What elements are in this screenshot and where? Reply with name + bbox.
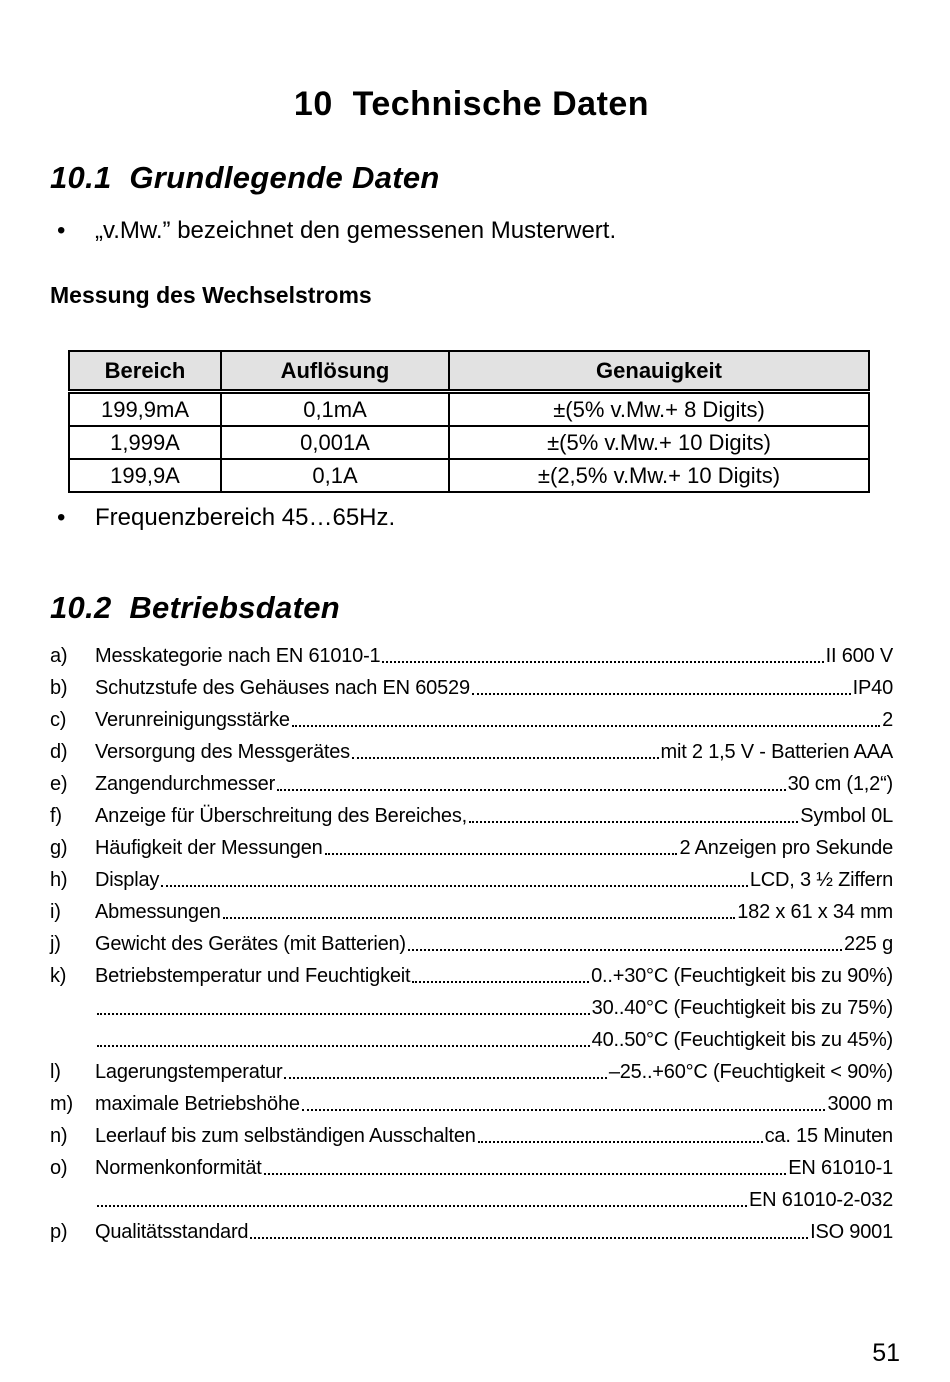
page-number: 51 xyxy=(872,1339,900,1367)
ac-measurement-heading: Messung des Wechselstroms xyxy=(50,282,372,308)
item-letter: l) xyxy=(50,1061,61,1083)
item-label: Anzeige für Überschreitung des Bereiches, xyxy=(95,805,468,827)
list-item-betriebshoehe xyxy=(50,1088,893,1120)
item-letter: o) xyxy=(50,1157,68,1179)
item-letter xyxy=(50,1184,95,1216)
dotted-leader xyxy=(97,1205,747,1207)
item-label: Verunreinigungsstärke xyxy=(95,709,290,731)
item-letter: g) xyxy=(50,837,68,859)
item-label: maximale Betriebshöhe xyxy=(95,1093,300,1115)
item-letter: e) xyxy=(50,773,68,795)
cell-aufloesung: 0,1mA xyxy=(221,392,449,427)
item-letter xyxy=(50,992,95,1024)
list-item-schutzstufe xyxy=(50,672,893,704)
item-value: ca. 15 Minuten xyxy=(764,1125,893,1147)
item-label: Schutzstufe des Gehäuses nach EN 60529 xyxy=(95,677,470,699)
cell-genauigkeit: ±(2,5% v.Mw.+ 10 Digits) xyxy=(449,459,869,492)
table-row xyxy=(69,392,869,427)
item-label: Leerlauf bis zum selbständigen Ausschalten xyxy=(95,1125,476,1147)
list-item-betriebstemperatur-cont xyxy=(50,1024,893,1056)
section-10-1-heading: 10.1 Grundlegende Daten xyxy=(50,160,440,195)
item-value: 0..+30°C (Feuchtigkeit bis zu 90%) xyxy=(591,965,893,987)
cell-genauigkeit: ±(5% v.Mw.+ 8 Digits) xyxy=(449,392,869,427)
item-letter: m) xyxy=(50,1093,73,1115)
bullet-icon: • xyxy=(57,504,66,531)
item-letter: b) xyxy=(50,677,68,699)
item-label: Zangendurchmesser xyxy=(95,773,276,795)
column-header-bereich: Bereich xyxy=(69,351,221,392)
item-letter: k) xyxy=(50,965,67,987)
item-letter: a) xyxy=(50,645,68,667)
item-value: IP40 xyxy=(852,677,893,699)
item-letter: i) xyxy=(50,901,61,923)
cell-aufloesung: 0,1A xyxy=(221,459,449,492)
item-value: EN 61010-1 xyxy=(788,1157,893,1179)
dotted-leader xyxy=(223,917,736,919)
list-item-messkategorie xyxy=(50,640,893,672)
dotted-leader xyxy=(302,1109,826,1111)
list-item-leerlauf xyxy=(50,1120,893,1152)
item-label: Gewicht des Gerätes (mit Batterien) xyxy=(95,933,406,955)
dotted-leader xyxy=(277,789,786,791)
table-row xyxy=(69,426,869,459)
dotted-leader xyxy=(97,1045,590,1047)
item-label: Abmessungen xyxy=(95,901,221,923)
item-letter: c) xyxy=(50,709,67,731)
dotted-leader xyxy=(97,1013,590,1015)
dotted-leader xyxy=(325,853,678,855)
item-letter: f) xyxy=(50,805,62,827)
item-value: EN 61010-2-032 xyxy=(749,1189,893,1211)
ac-measurement-table xyxy=(68,350,870,493)
list-item-verunreinigung xyxy=(50,704,893,736)
column-header-aufloesung: Auflösung xyxy=(221,351,449,392)
section-10-2-heading: 10.2 Betriebsdaten xyxy=(50,590,340,625)
dotted-leader xyxy=(472,693,851,695)
item-value: –25..+60°C (Feuchtigkeit < 90%) xyxy=(608,1061,893,1083)
list-item-versorgung xyxy=(50,736,893,768)
cell-bereich: 1,999A xyxy=(69,426,221,459)
item-letter: h) xyxy=(50,869,68,891)
item-value: 3000 m xyxy=(827,1093,893,1115)
item-label: Messkategorie nach EN 61010-1 xyxy=(95,645,381,667)
dotted-leader xyxy=(250,1237,808,1239)
cell-bereich: 199,9A xyxy=(69,459,221,492)
bullet-text-vmw: „v.Mw.” bezeichnet den gemessenen Musterwert. xyxy=(95,217,617,244)
list-item-abmessungen xyxy=(50,896,893,928)
dotted-leader xyxy=(264,1173,787,1175)
item-label: Display xyxy=(95,869,160,891)
dotted-leader xyxy=(412,981,589,983)
item-label: Qualitätsstandard xyxy=(95,1221,249,1243)
item-value: 30..40°C (Feuchtigkeit bis zu 75%) xyxy=(591,997,893,1019)
column-header-genauigkeit: Genauigkeit xyxy=(449,351,869,392)
list-item-display xyxy=(50,864,893,896)
table-header-row xyxy=(69,351,869,392)
cell-genauigkeit: ±(5% v.Mw.+ 10 Digits) xyxy=(449,426,869,459)
page-title: 10 Technische Daten xyxy=(293,85,650,123)
list-item-gewicht xyxy=(50,928,893,960)
table-row xyxy=(69,459,869,492)
list-item-betriebstemperatur-cont xyxy=(50,992,893,1024)
item-letter xyxy=(50,1024,95,1056)
item-value: 182 x 61 x 34 mm xyxy=(737,901,893,923)
list-item-betriebstemperatur xyxy=(50,960,893,992)
dotted-leader xyxy=(284,1077,606,1079)
item-value: Symbol 0L xyxy=(800,805,893,827)
item-letter: p) xyxy=(50,1221,68,1243)
item-value: mit 2 1,5 V - Batterien AAA xyxy=(660,741,893,763)
item-letter: n) xyxy=(50,1125,68,1147)
bullet-item-vmw xyxy=(50,216,893,246)
bullet-item-frequenzbereich xyxy=(50,503,893,533)
operating-data-list xyxy=(50,640,893,1248)
list-item-normenkonformitaet-cont xyxy=(50,1184,893,1216)
item-label: Normenkonformität xyxy=(95,1157,262,1179)
bullet-icon: • xyxy=(57,217,66,244)
item-label: Betriebstemperatur und Feuchtigkeit xyxy=(95,965,411,987)
list-item-normenkonformitaet xyxy=(50,1152,893,1184)
item-letter: j) xyxy=(50,933,61,955)
item-value: 2 Anzeigen pro Sekunde xyxy=(679,837,893,859)
dotted-leader xyxy=(382,661,823,663)
item-letter: d) xyxy=(50,741,68,763)
cell-bereich: 199,9mA xyxy=(69,392,221,427)
dotted-leader xyxy=(408,949,842,951)
dotted-leader xyxy=(292,725,880,727)
item-value: 2 xyxy=(882,709,893,731)
item-value: 30 cm (1,2“) xyxy=(787,773,893,795)
bullet-text-frequenzbereich: Frequenzbereich 45…65Hz. xyxy=(95,504,396,531)
dotted-leader xyxy=(469,821,798,823)
item-value: 225 g xyxy=(843,933,893,955)
list-item-zangendurchmesser xyxy=(50,768,893,800)
item-value: ISO 9001 xyxy=(810,1221,893,1243)
dotted-leader xyxy=(352,757,659,759)
dotted-leader xyxy=(478,1141,763,1143)
list-item-qualitaetsstandard xyxy=(50,1216,893,1248)
item-label: Lagerungstemperatur xyxy=(95,1061,283,1083)
item-value: II 600 V xyxy=(825,645,893,667)
item-label: Häufigkeit der Messungen xyxy=(95,837,323,859)
cell-aufloesung: 0,001A xyxy=(221,426,449,459)
item-label: Versorgung des Messgerätes xyxy=(95,741,350,763)
list-item-haeufigkeit xyxy=(50,832,893,864)
list-item-lagerungstemperatur xyxy=(50,1056,893,1088)
dotted-leader xyxy=(161,885,748,887)
item-value: LCD, 3 ½ Ziffern xyxy=(749,869,893,891)
list-item-anzeige-ueberschreitung xyxy=(50,800,893,832)
item-value: 40..50°C (Feuchtigkeit bis zu 45%) xyxy=(591,1029,893,1051)
